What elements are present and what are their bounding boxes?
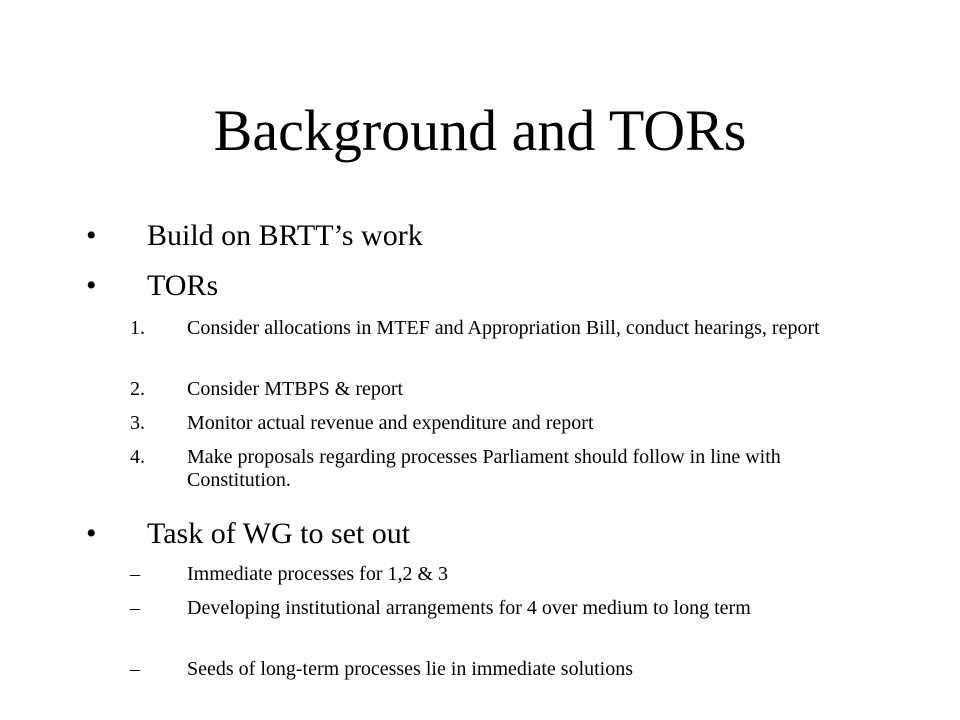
bullet-text: Build on BRTT’s work (147, 219, 423, 252)
list-item-text: Developing institutional arrangements for 4 over medium to long term (187, 597, 751, 619)
list-number: 1. (130, 317, 145, 339)
slide-title: Background and TORs (213, 98, 747, 163)
dash-marker: – (130, 563, 140, 585)
list-number: 3. (130, 412, 145, 434)
bullet-marker: • (86, 517, 97, 550)
bullet-text: Task of WG to set out (147, 517, 411, 550)
bullet-marker: • (86, 269, 97, 302)
list-item-text: Immediate processes for 1,2 & 3 (187, 563, 449, 585)
list-item-text: Monitor actual revenue and expenditure and report (187, 412, 594, 434)
list-number: 2. (130, 378, 145, 400)
dash-marker: – (130, 597, 140, 619)
bullet-text: TORs (147, 269, 219, 302)
list-number: 4. (130, 446, 145, 468)
bullet-marker: • (86, 219, 97, 252)
list-item-text: Consider allocations in MTEF and Appropriation Bill, conduct hearings, report (187, 317, 820, 339)
list-item-text: Consider MTBPS & report (187, 378, 404, 400)
list-item-text: Seeds of long-term processes lie in immediate solutions (187, 658, 634, 680)
dash-marker: – (130, 658, 140, 680)
list-item-text: Make proposals regarding processes Parliament should follow in line with Constitution. (187, 446, 781, 491)
